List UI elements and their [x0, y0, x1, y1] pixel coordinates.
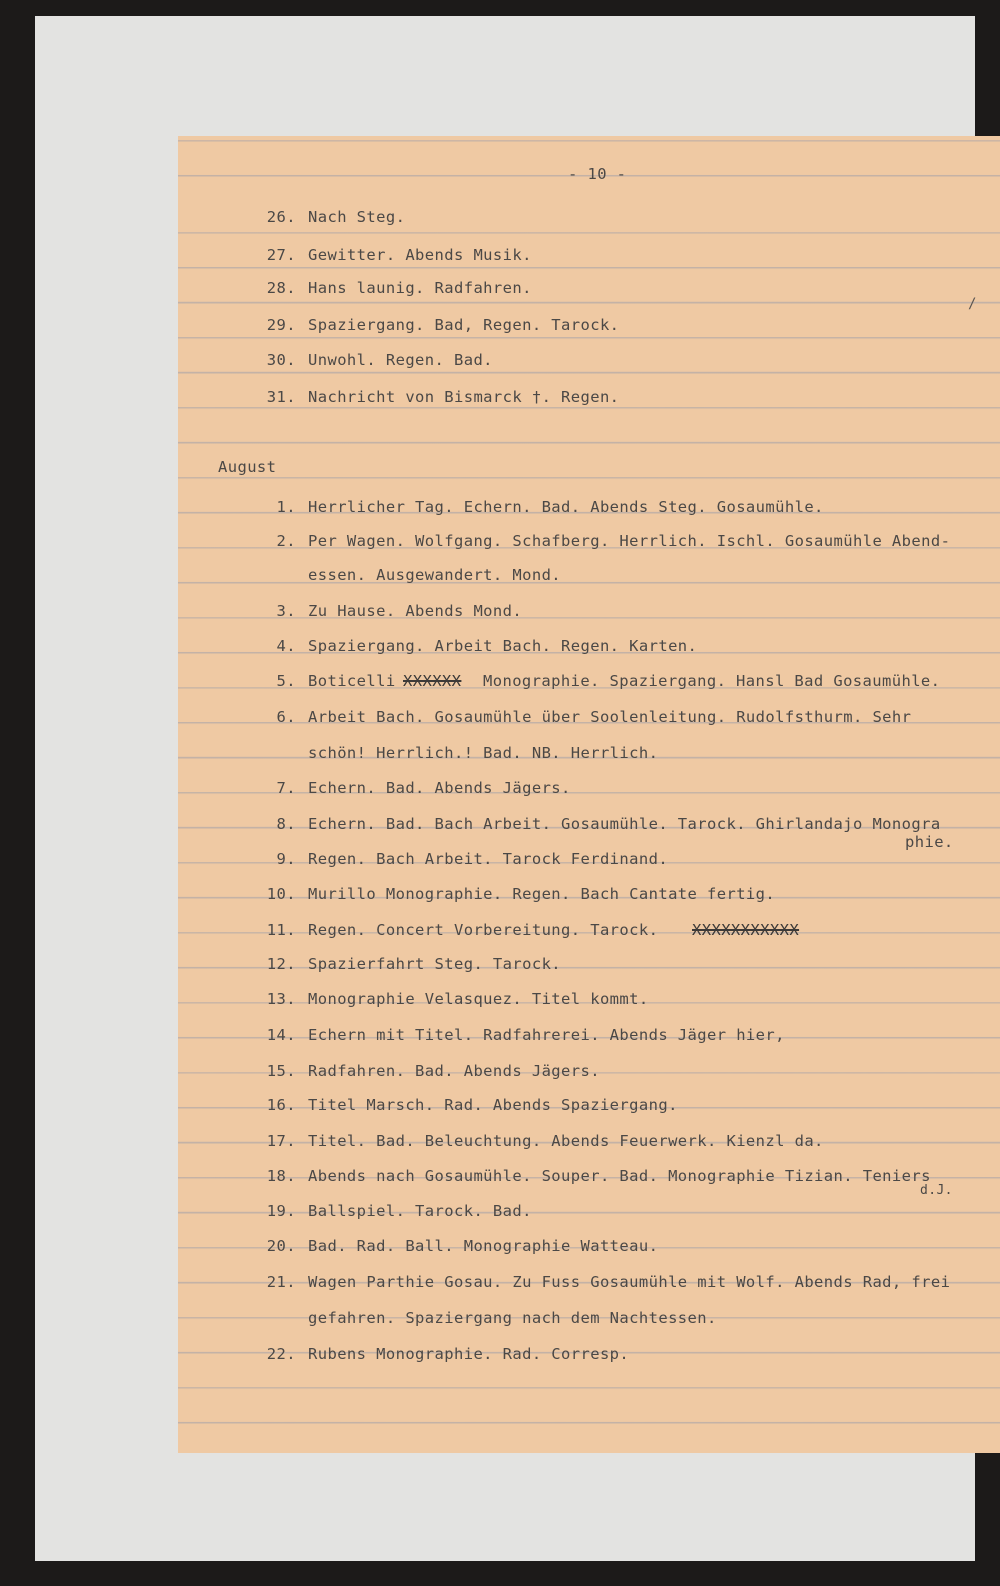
entry-text: Radfahren. Bad. Abends Jägers. — [308, 1062, 600, 1080]
entry-day: 20. — [266, 1237, 296, 1255]
entry-text: Murillo Monographie. Regen. Bach Cantate fertig. — [308, 885, 776, 903]
pencil-mark: / — [968, 296, 977, 312]
entry-text: Regen. Bach Arbeit. Tarock Ferdinand. — [308, 850, 669, 868]
entry-day: 4. — [276, 637, 296, 655]
entry-continuation: essen. Ausgewandert. Mond. — [308, 566, 562, 584]
entry-day: 19. — [266, 1202, 296, 1220]
entry-text: Monographie. Spaziergang. Hansl Bad Gosaumühle. — [483, 672, 941, 690]
page-number: - 10 - — [568, 165, 627, 183]
entry-day: 31. — [266, 388, 296, 406]
entry-text: Wagen Parthie Gosau. Zu Fuss Gosaumühle mit Wolf. Abends Rad, frei — [308, 1273, 951, 1291]
entry-text: Gewitter. Abends Musik. — [308, 246, 532, 264]
entry-day: 28. — [266, 279, 296, 297]
entry-text: Titel Marsch. Rad. Abends Spaziergang. — [308, 1096, 678, 1114]
entry-day: 13. — [266, 990, 296, 1008]
entry-day: 17. — [266, 1132, 296, 1150]
entry-day: 21. — [266, 1273, 296, 1291]
entry-day: 6. — [276, 708, 296, 726]
entry-text: Herrlicher Tag. Echern. Bad. Abends Steg. Gosaumühle. — [308, 498, 824, 516]
entry-day: 15. — [266, 1062, 296, 1080]
entry-text: Nachricht von Bismarck †. Regen. — [308, 388, 620, 406]
entry-continuation: schön! Herrlich.! Bad. NB. Herrlich. — [308, 744, 659, 762]
struck-out-word: XXXXXX — [403, 672, 462, 690]
entry-text: Unwohl. Regen. Bad. — [308, 351, 493, 369]
entry-text: Rubens Monographie. Rad. Corresp. — [308, 1345, 630, 1363]
entry-text: Echern. Bad. Bach Arbeit. Gosaumühle. Tarock. Ghirlandajo Monogra — [308, 815, 941, 833]
entry-continuation: phie. — [905, 833, 954, 851]
scan-background — [35, 16, 975, 1561]
entry-day: 2. — [276, 532, 296, 550]
entry-text: Spaziergang. Arbeit Bach. Regen. Karten. — [308, 637, 698, 655]
entry-day: 10. — [266, 885, 296, 903]
entry-text: Titel. Bad. Beleuchtung. Abends Feuerwerk. Kienzl da. — [308, 1132, 824, 1150]
entry-day: 22. — [266, 1345, 296, 1363]
entry-day: 16. — [266, 1096, 296, 1114]
struck-out-word: XXXXXXXXXXX — [692, 921, 800, 939]
entry-text: Per Wagen. Wolfgang. Schafberg. Herrlich. Ischl. Gosaumühle Abend- — [308, 532, 951, 550]
entry-day: 7. — [276, 779, 296, 797]
entry-day: 11. — [266, 921, 296, 939]
entry-text: Spazierfahrt Steg. Tarock. — [308, 955, 562, 973]
entry-text: Bad. Rad. Ball. Monographie Watteau. — [308, 1237, 659, 1255]
entry-text: Regen. Concert Vorbereitung. Tarock. — [308, 921, 659, 939]
entry-day: 27. — [266, 246, 296, 264]
entry-day: 29. — [266, 316, 296, 334]
entry-day: 30. — [266, 351, 296, 369]
month-heading: August — [218, 458, 277, 476]
entry-day: 26. — [266, 208, 296, 226]
entry-continuation: d.J. — [920, 1183, 953, 1198]
entry-day: 3. — [276, 602, 296, 620]
entry-text: Monographie Velasquez. Titel kommt. — [308, 990, 649, 1008]
entry-day: 1. — [276, 498, 296, 516]
entry-text: Hans launig. Radfahren. — [308, 279, 532, 297]
entry-day: 12. — [266, 955, 296, 973]
entry-text: Zu Hause. Abends Mond. — [308, 602, 523, 620]
entry-continuation: gefahren. Spaziergang nach dem Nachtessen. — [308, 1309, 717, 1327]
entry-day: 9. — [276, 850, 296, 868]
entry-text: Ballspiel. Tarock. Bad. — [308, 1202, 532, 1220]
entry-text: Nach Steg. — [308, 208, 406, 226]
entry-text: Echern. Bad. Abends Jägers. — [308, 779, 571, 797]
entry-day: 14. — [266, 1026, 296, 1044]
entry-text: Boticelli — [308, 672, 396, 690]
entry-day: 5. — [276, 672, 296, 690]
entry-text: Echern mit Titel. Radfahrerei. Abends Jäger hier, — [308, 1026, 785, 1044]
entry-text: Abends nach Gosaumühle. Souper. Bad. Monographie Tizian. Teniers — [308, 1167, 931, 1185]
entry-text: Arbeit Bach. Gosaumühle über Soolenleitung. Rudolfsthurm. Sehr — [308, 708, 912, 726]
entry-day: 8. — [276, 815, 296, 833]
entry-day: 18. — [266, 1167, 296, 1185]
entry-text: Spaziergang. Bad, Regen. Tarock. — [308, 316, 620, 334]
document-page — [178, 136, 1000, 1453]
